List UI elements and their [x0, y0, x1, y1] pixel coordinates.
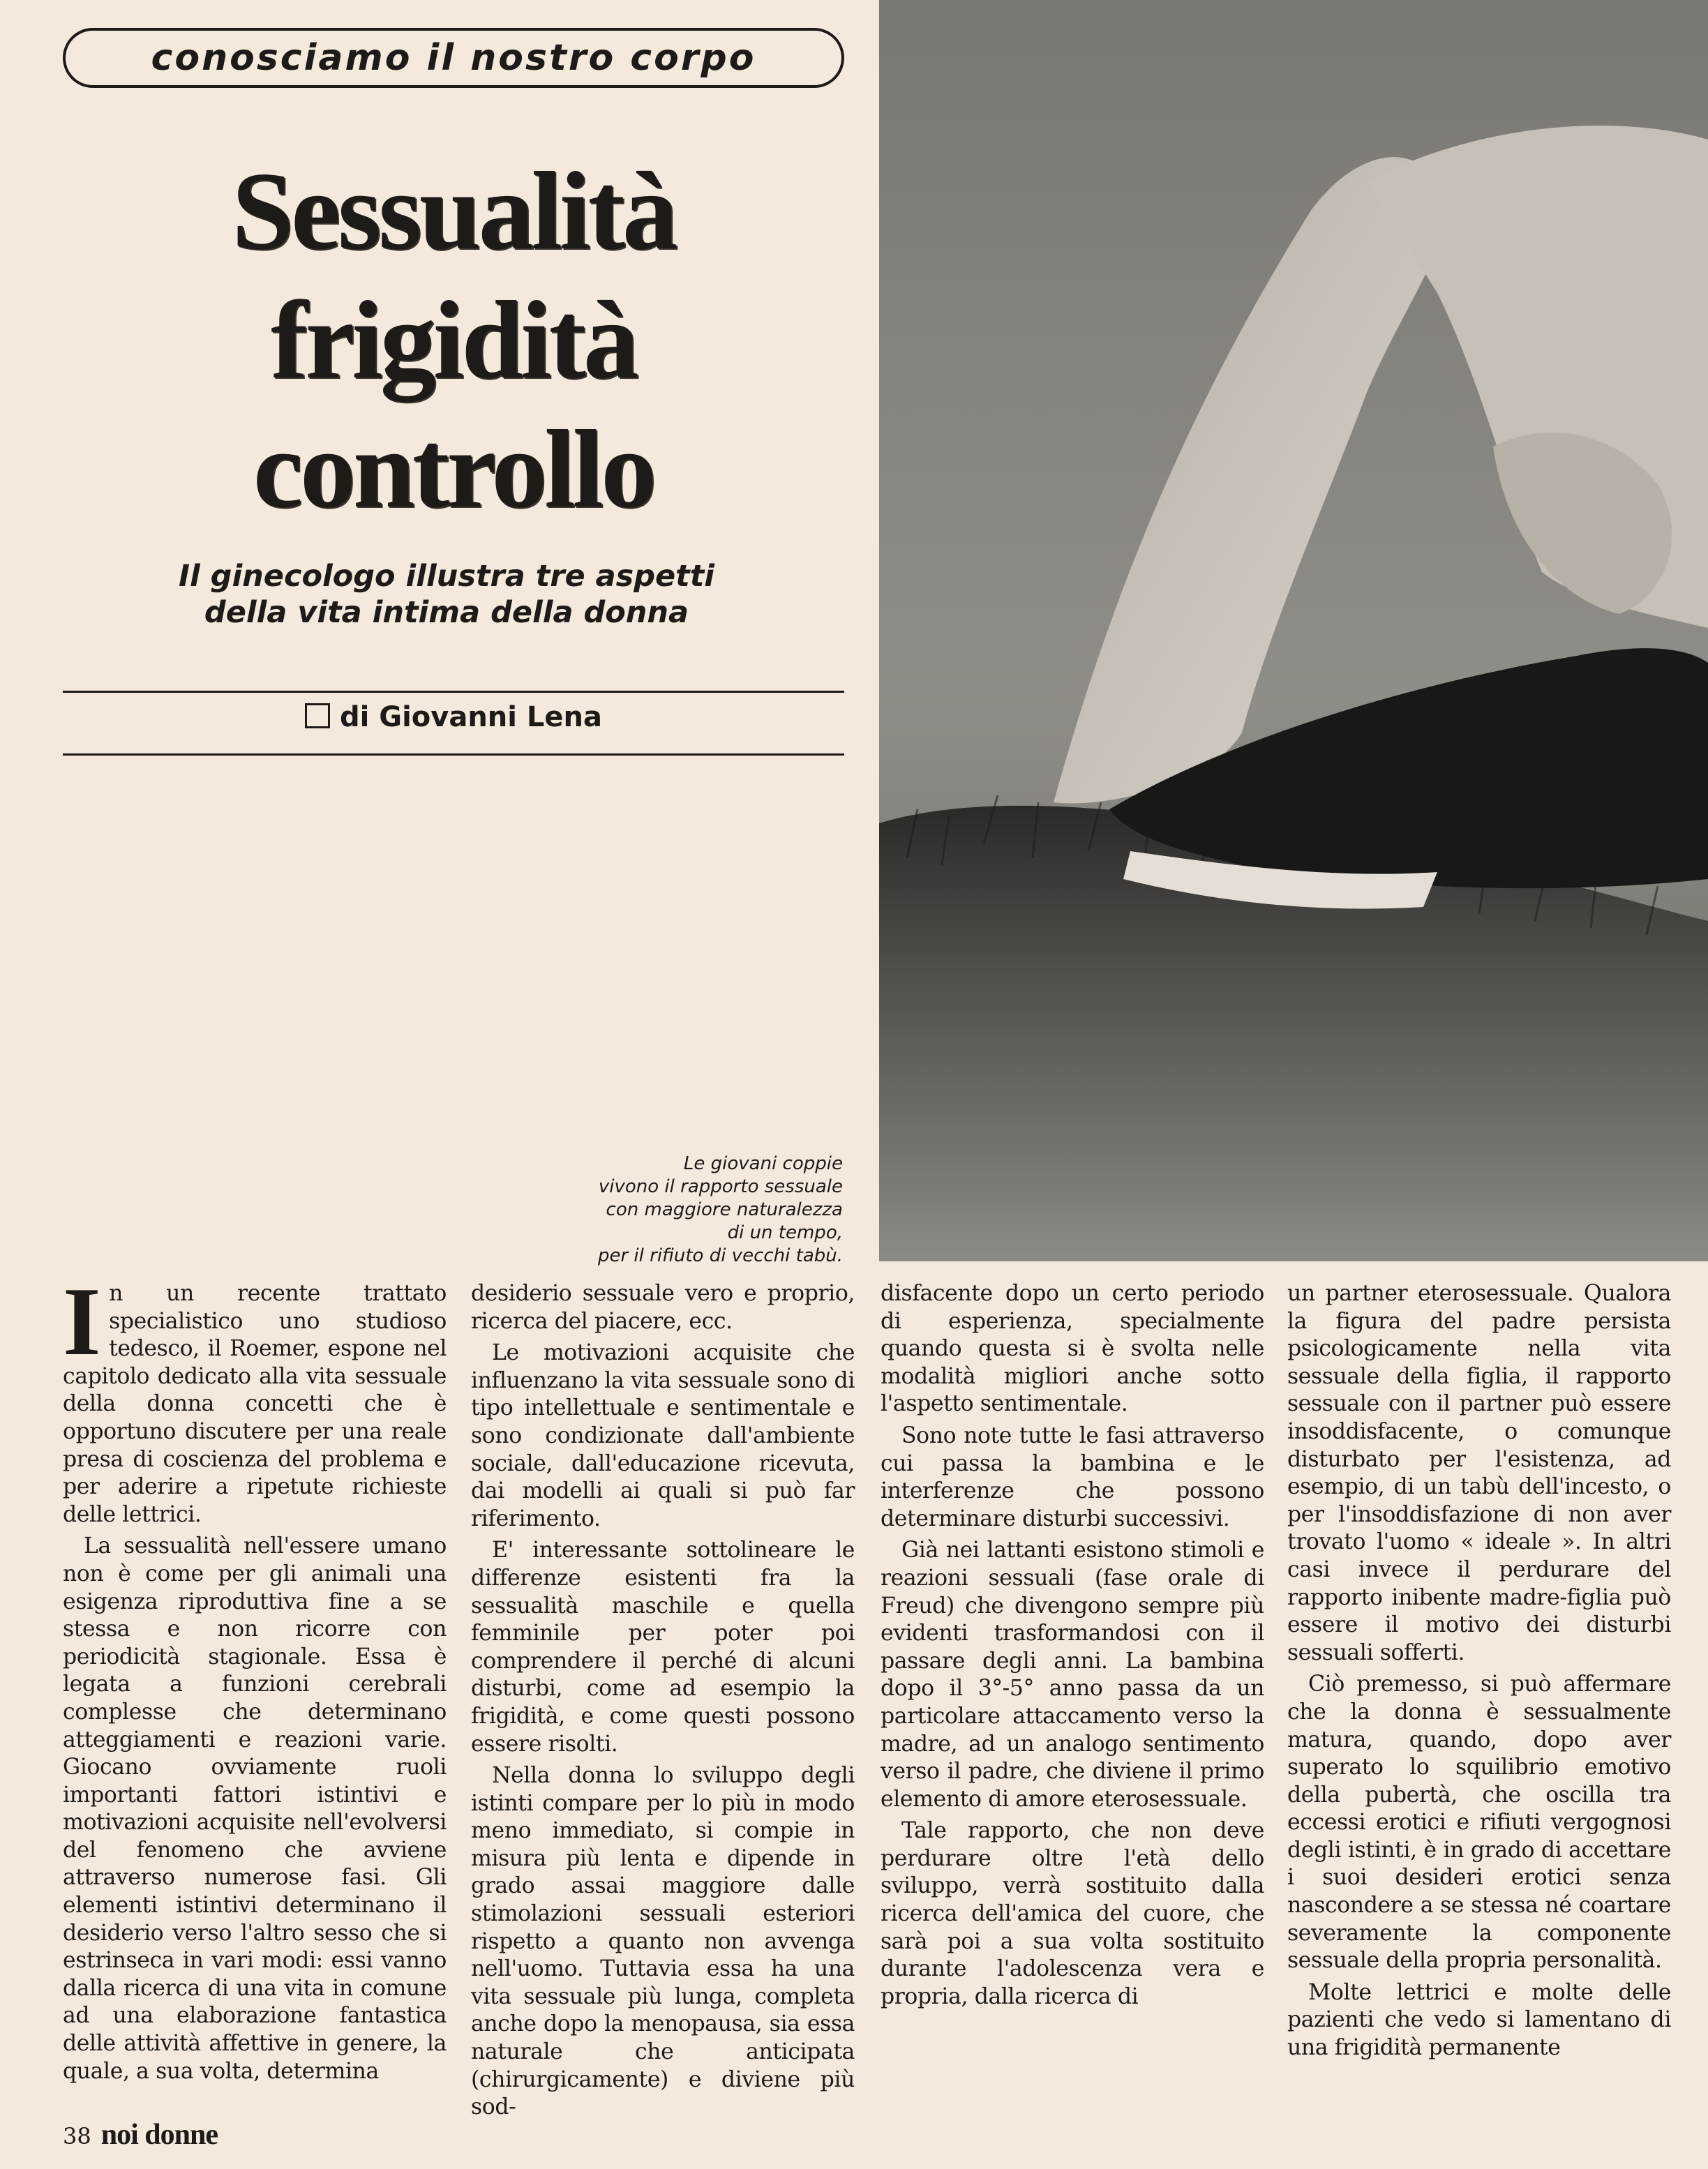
- paragraph: La sessualità nell'essere umano non è come per gli animali una esigenza riproduttiva fine a se stessa e non ricorre con periodicità stagionale. Essa è legata a funzioni cerebrali complesse che determinano atteggiamenti e reazioni varie. Giocano ovviamente ruoli importanti fattori istintivi e motivazioni acquisite nell'evolversi del fenomeno che avviene attraverso numerose fasi. Gli elementi istintivi determinano il desiderio verso l'altro sesso che si estrinseca in vari modi: essi vanno dalla ricerca di una vita in comune ad una elaborazione fantastica delle attività affettive in genere, la quale, a sua volta, determina: [63, 1533, 447, 2084]
- paragraph: un partner eterosessuale. Qualora la figura del padre persista psicologicamente nella vita sessuale della figlia, il rapporto sessuale con il partner può essere insoddisfacente, o comunque disturbato per l'esistenza, ad esempio, di un tabù dell'incesto, o per l'insoddisfazione di non aver trovato l'uomo « ideale ». In altri casi invece il perdurare del rapporto inibente madre-figlia può essere il motivo dei disturbi sessuali sofferti.: [1287, 1281, 1671, 1665]
- headline-line-1: Sessualità: [232, 149, 675, 273]
- caption-line: per il rifiuto di vecchi tabù.: [597, 1245, 843, 1266]
- article-column-3: [881, 1280, 1264, 2015]
- caption-line: con maggiore naturalezza: [606, 1199, 843, 1220]
- paragraph: [63, 1268, 447, 1529]
- paragraph: disfacente dopo un certo periodo di esperienza, specialmente quando questa si è svolta nelle modalità migliori anche sotto l'aspetto sentimentale.: [881, 1281, 1264, 1417]
- paragraph: Le motivazioni acquisite che influenzano la vita sessuale sono di tipo intellettuale e sentimentale e sono condizionate dall'ambiente sociale, dall'educazione ricevuta, dai modelli ai quali si può far riferimento.: [471, 1340, 855, 1531]
- paragraph: desiderio sessuale vero e proprio, ricerca del piacere, ecc.: [471, 1281, 855, 1334]
- paragraph: E' interessante sottolineare le differenze esistenti fra la sessualità maschile e quella femminile per poter poi comprendere il perché di alcuni disturbi, come ad esempio la frigidità, e come questi possono essere risolti.: [471, 1538, 855, 1757]
- paragraph-text: n un recente trattato specialistico uno studioso tedesco, il Roemer, espone nel capitolo dedicato alla vita sessuale della donna concetti che è opportuno discutere per una reale presa di coscienza del problema e per aderire a ripetute richieste delle lettrici.: [63, 1281, 447, 1527]
- drop-cap: I: [63, 1268, 101, 1376]
- byline: [63, 701, 844, 733]
- section-tag: [63, 28, 844, 88]
- paragraph: Molte lettrici e molte delle pazienti che vedo si lamentano di una frigidità permanente: [1287, 1979, 1671, 2061]
- page-number: 38: [63, 2123, 91, 2149]
- article-column-1: [63, 1268, 447, 2089]
- subtitle: [98, 558, 795, 631]
- paragraph: Già nei lattanti esistono stimoli e reazioni sessuali (fase orale di Freud) che divengono sempre più evidenti trasformandosi con il passare degli anni. La bambina dopo il 3°-5° anno passa da un particolare attaccamento verso la madre, ad un analogo sentimento verso il padre, che diviene il primo elemento di amore eterosessuale.: [881, 1538, 1264, 1812]
- byline-text: di Giovanni Lena: [339, 701, 603, 733]
- headline: [84, 147, 823, 534]
- byline-rule-top: [63, 691, 844, 693]
- checkbox-square-icon: [305, 703, 330, 728]
- subtitle-line-1: Il ginecologo illustra tre aspetti: [178, 559, 715, 594]
- article-column-2: [471, 1280, 855, 2126]
- byline-rule-bottom: [63, 753, 844, 756]
- paragraph: Sono note tutte le fasi attraverso cui passa la bambina e le interferenze che possono determinare disturbi successivi.: [881, 1423, 1264, 1531]
- photo-caption: [354, 1153, 843, 1268]
- magazine-logo: noi donne: [100, 2119, 218, 2151]
- paragraph: Nella donna lo sviluppo degli istinti compare per lo più in modo meno immediato, si compie in misura più lenta e dipende in grado assai maggiore dalle stimolazioni sessuali esteriori rispetto a quanto non avvenga nell'uomo. Tuttavia essa ha una vita sessuale più lunga, completa anche dopo la menopausa, sia essa naturale che anticipata (chirurgicamente) e diviene più sod-: [471, 1763, 855, 2120]
- caption-line: di un tempo,: [727, 1222, 843, 1243]
- paragraph: Ciò premesso, si può affermare che la donna è sessualmente matura, quando, dopo aver superato lo squilibrio emotivo della pubertà, che oscilla tra eccessi erotici e rifiuti vergognosi degli istinti, è in grado di accettare i suoi desideri erotici senza nascondere a se stessa né coartare severamente la componente sessuale della propria personalità.: [1287, 1672, 1671, 1974]
- photo-couple-on-grass: [879, 0, 1708, 1261]
- caption-line: vivono il rapporto sessuale: [598, 1176, 843, 1197]
- caption-line: Le giovani coppie: [683, 1153, 843, 1174]
- photo-illustration: [879, 0, 1708, 1261]
- paragraph: Tale rapporto, che non deve perdurare oltre l'età dello sviluppo, verrà sostituito dalla ricerca dell'amica del cuore, che sarà poi a sua volta sostituito durante l'adolescenza vera e propria, dalla ricerca di: [881, 1818, 1264, 2009]
- subtitle-line-2: della vita intima della donna: [204, 595, 689, 630]
- headline-line-2: frigidità: [271, 278, 636, 402]
- page-footer: [63, 2121, 218, 2150]
- article-column-4: [1287, 1280, 1671, 2066]
- headline-line-3: controllo: [253, 407, 654, 531]
- section-label: conosciamo il nostro corpo: [151, 37, 756, 79]
